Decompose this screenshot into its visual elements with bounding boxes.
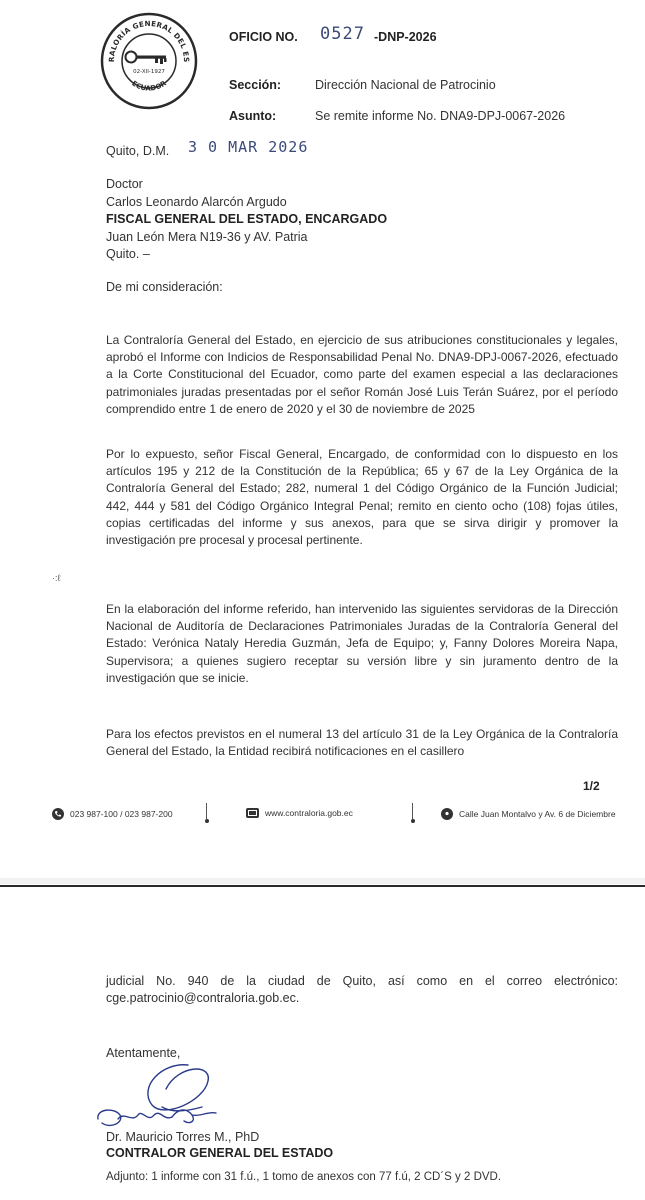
footer-website bbox=[246, 808, 353, 818]
date-stamp: 3 0 MAR 2026 bbox=[188, 138, 309, 156]
contraloria-seal-icon bbox=[100, 12, 198, 110]
asunto-label: Asunto: bbox=[229, 109, 277, 123]
asunto-value: Se remite informe No. DNA9-DPJ-0067-2026 bbox=[315, 109, 566, 123]
seal-date: 02-XII-1927 bbox=[133, 69, 165, 75]
oficio-number-stamp: 0527 bbox=[320, 24, 365, 44]
recipient-position: FISCAL GENERAL DEL ESTADO, ENCARGADO bbox=[106, 212, 388, 226]
phone-icon bbox=[52, 808, 64, 820]
scan-mark: ·:ℓ bbox=[52, 573, 61, 583]
body-paragraph: Por lo expuesto, señor Fiscal General, Encargado, de conformidad con lo dispuesto en los artículos 195 y 212 de la Constitución de la República; 65 y 67 de la Ley Orgánica de la Contraloría General del Estado; 282, numeral 1 del Código Orgánico de la Función Judicial; 442, 444 y 581 del Código Orgánico Integral Penal; remito en ciento ocho (108) fojas útiles, copias certificadas del informe y sus anexos, para que se sirva dirigir y promover la investigación pre procesal y procesal pertinente. bbox=[106, 447, 618, 548]
seccion-value: Dirección Nacional de Patrocinio bbox=[315, 78, 496, 92]
monitor-icon bbox=[246, 808, 259, 818]
signer-title: CONTRALOR GENERAL DEL ESTADO bbox=[106, 1146, 334, 1160]
document-page-2 bbox=[0, 887, 645, 1200]
page-gap bbox=[0, 878, 645, 884]
recipient-city: Quito. – bbox=[106, 247, 150, 261]
footer-address bbox=[441, 808, 616, 820]
place: Quito, D.M. bbox=[106, 144, 170, 158]
recipient-address: Juan León Mera N19-36 y AV. Patria bbox=[106, 229, 308, 244]
greeting: De mi consideración: bbox=[106, 280, 223, 294]
footer-website-text: www.contraloria.gob.ec bbox=[265, 808, 353, 818]
body-paragraph: La Contraloría General del Estado, en ejercicio de sus atribuciones constitucionales y legales, aprobó el Informe con Indicios de Responsabilidad Penal No. DNA9-DPJ-0067-2026, efectuado a la Corte Constitucional del Ecuador, como parte del examen especial a las declaraciones patrimoniales juradas presentadas por el señor Román José Luis Terán Suárez, por el período comprendido entre 1 de enero de 2020 y el 30 de noviembre de 2025 bbox=[106, 333, 618, 416]
recipient-block bbox=[106, 176, 387, 264]
footer-divider-dot bbox=[205, 819, 209, 823]
page-number: 1/2 bbox=[583, 779, 600, 793]
body-paragraph: Para los efectos previstos en el numeral 13 del artículo 31 de la Ley Orgánica de la Contraloría General del Estado, la Entidad recibirá notificaciones en el casillero bbox=[106, 727, 618, 759]
footer-divider bbox=[206, 803, 207, 819]
footer-phone bbox=[52, 808, 173, 820]
body-paragraph: En la elaboración del informe referido, han intervenido las siguientes servidoras de la Dirección Nacional de Auditoría de Declaraciones Patrimoniales Juradas de la Contraloría General del Estado: Verónica Nataly Heredia Guzmán, Jefa de Equipo; y, Fanny Dolores Moreira Napa, Supervisora; a quienes sugiero receptar su versión libre y sin juramento dentro de la investigación que se inicie. bbox=[106, 602, 618, 685]
closing: Atentamente, bbox=[106, 1046, 181, 1060]
seal-top-text: RALORÍA GENERAL DEL ES bbox=[106, 18, 192, 63]
oficio-suffix: -DNP-2026 bbox=[374, 30, 437, 44]
recipient-name: Carlos Leonardo Alarcón Argudo bbox=[106, 194, 287, 209]
signer-name: Dr. Mauricio Torres M., PhD bbox=[106, 1130, 260, 1144]
continuation-paragraph: judicial No. 940 de la ciudad de Quito, así como en el correo electrónico: cge.patrocinio@contraloria.gob.ec. bbox=[106, 974, 618, 1006]
seal-bottom-text: ECUADOR bbox=[130, 79, 168, 93]
seccion-label: Sección: bbox=[229, 78, 282, 92]
recipient-title: Doctor bbox=[106, 177, 143, 191]
footer-address-text: Calle Juan Montalvo y Av. 6 de Diciembre bbox=[459, 809, 616, 819]
footer-divider-dot bbox=[411, 819, 415, 823]
oficio-label: OFICIO NO. bbox=[229, 30, 298, 44]
footer-divider bbox=[412, 803, 413, 819]
footer-phone-text: 023 987-100 / 023 987-200 bbox=[70, 809, 173, 819]
attachments-note: Adjunto: 1 informe con 31 f.ú., 1 tomo de anexos con 77 f.ú, 2 CD´S y 2 DVD. bbox=[106, 1171, 502, 1183]
location-pin-icon bbox=[441, 808, 453, 820]
